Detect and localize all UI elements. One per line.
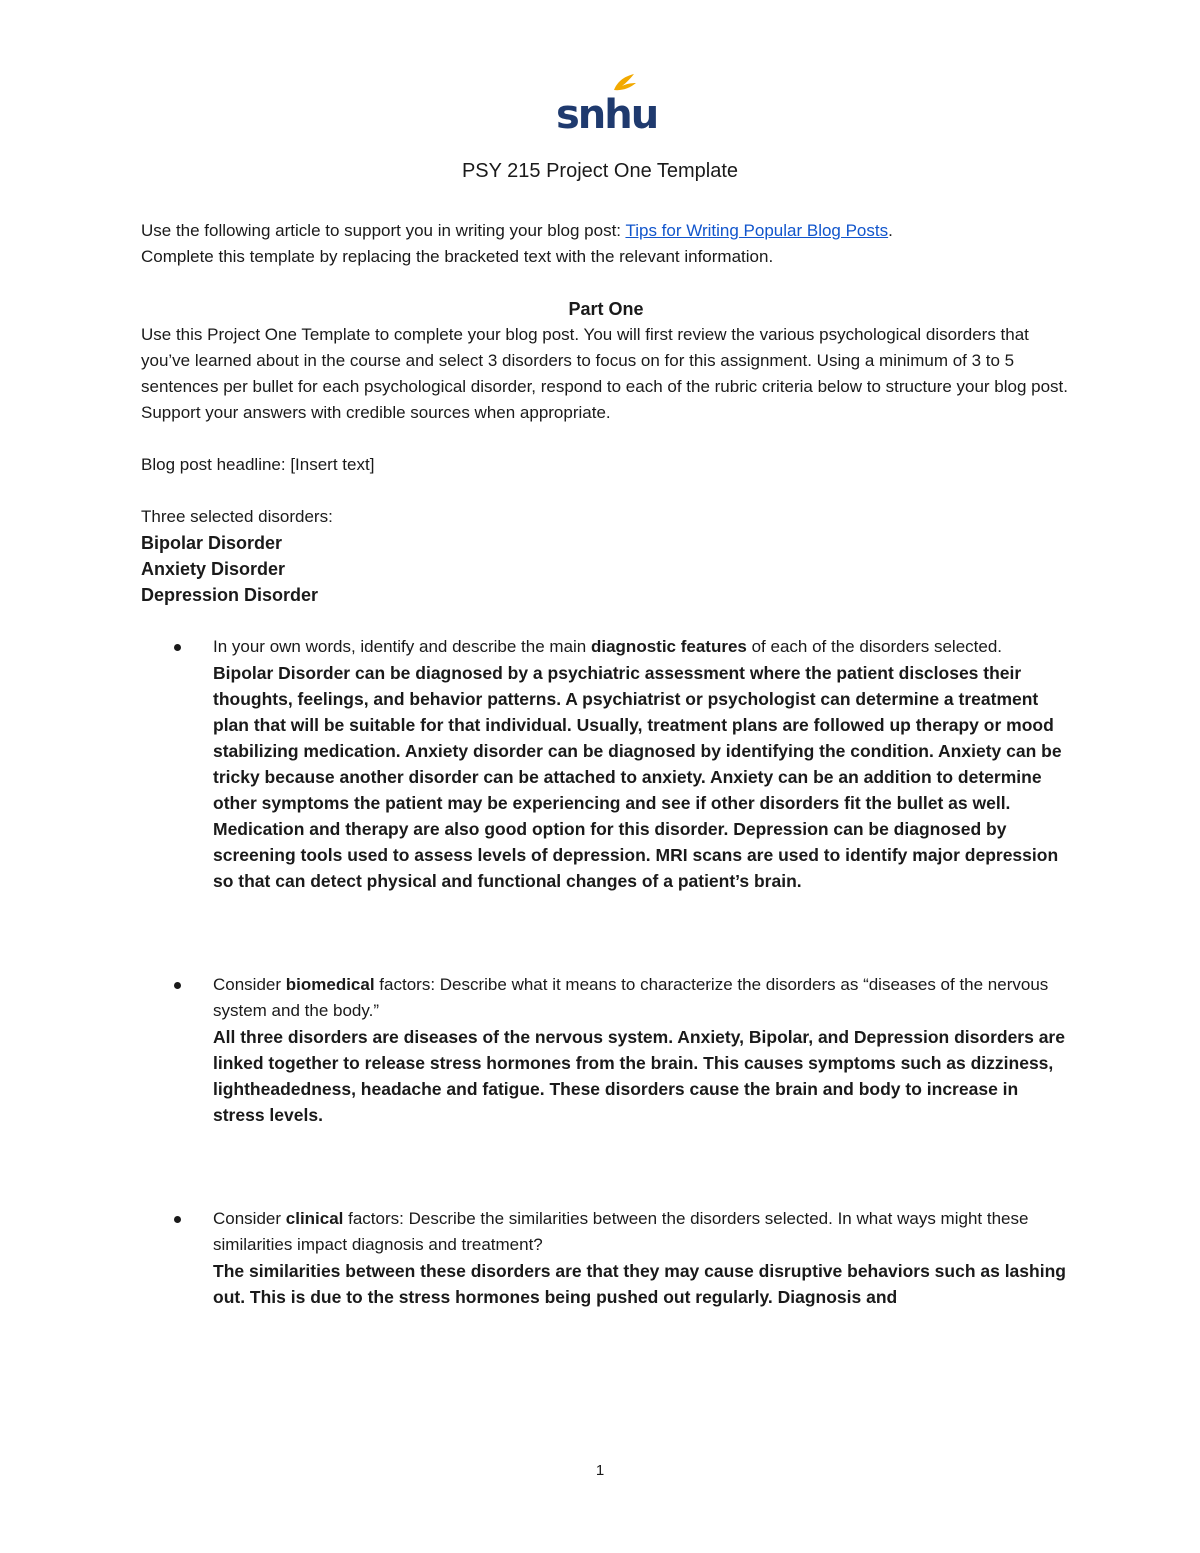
intro-text: Use the following article to support you in writing your blog post:: [141, 221, 626, 240]
prompt-text: In your own words, identify and describe the main: [213, 637, 591, 656]
prompt-text: factors: Describe the similarities between the disorders selected. In what ways might these similarities impact diagnosis and treatment?: [213, 1209, 1029, 1254]
rubric-item-clinical: [141, 1206, 1071, 1310]
disorder-item: Bipolar Disorder: [141, 533, 283, 553]
snhu-logo-graphic: [552, 70, 658, 138]
rubric-prompt: [213, 634, 1071, 660]
logo-wordmark: snhu: [556, 92, 658, 138]
flame-mark: [614, 74, 636, 90]
rubric-item-diagnostic: [141, 634, 1071, 894]
rubric-item-biomedical: [141, 972, 1071, 1128]
rubric-prompt: [213, 1206, 1071, 1258]
document-body: [141, 218, 1071, 1310]
prompt-keyword: clinical: [285, 1209, 344, 1228]
rubric-answer: The similarities between these disorders are that they may cause disruptive behaviors such as lashing out. This is due to the stress hormones being pushed out regularly. Diagnosis and: [213, 1261, 1066, 1307]
rubric-prompt: [213, 972, 1071, 1024]
disorders-label: Three selected disorders:: [141, 507, 333, 526]
intro-period: .: [888, 221, 893, 240]
part-one-instructions: Use this Project One Template to complete your blog post. You will first review the various psychological disorders that you’ve learned about in the course and select 3 disorders to focus on for this assignment. Using a minimum of 3 to 5 sentences per bullet for each psychological disorder, respond to each of the rubric criteria below to structure your blog post. Support your answers with credible sources when appropriate.: [141, 325, 1069, 422]
rubric-bullets: [141, 634, 1071, 1310]
bullet-icon: [174, 1216, 181, 1223]
prompt-text: factors: Describe what it means to characterize the disorders as “diseases of the nervous system and the body.”: [213, 975, 1049, 1020]
rubric-answer: Bipolar Disorder can be diagnosed by a psychiatric assessment where the patient discloses their thoughts, feelings, and behavior patterns. A psychiatrist or psychologist can determine a treatment plan that will be suitable for that individual. Usually, treatment plans are followed up therapy or mood stabilizing medication. Anxiety disorder can be diagnosed by identifying the condition. Anxiety can be tricky because another disorder can be attached to anxiety. Anxiety can be an addition to determine other symptoms the patient may be experiencing and see if other disorders fit the bullet as well. Medication and therapy are also good option for this disorder. Depression can be diagnosed by screening tools used to assess levels of depression. MRI scans are used to identify major depression so that can detect physical and functional changes of a patient’s brain.: [213, 663, 1062, 891]
disorder-item: Anxiety Disorder: [141, 559, 286, 579]
prompt-text: of each of the disorders selected.: [746, 637, 1003, 656]
document-title: PSY 215 Project One Template: [461, 160, 739, 182]
blog-headline-line: Blog post headline: [Insert text]: [141, 455, 375, 474]
prompt-text: Consider: [213, 975, 286, 994]
bullet-icon: [174, 644, 181, 651]
snhu-logo: [552, 70, 658, 138]
prompt-keyword: biomedical: [285, 975, 375, 994]
rubric-answer: All three disorders are diseases of the nervous system. Anxiety, Bipolar, and Depression disorders are linked together to release stress hormones from the brain. This causes symptoms such as dizziness, lightheadedness, headache and fatigue. These disorders cause the brain and body to increase in stress levels.: [213, 1027, 1065, 1125]
section-heading-part-one: Part One: [568, 299, 644, 319]
intro-line-1: [141, 218, 1071, 244]
intro-line-2: Complete this template by replacing the bracketed text with the relevant information.: [141, 247, 774, 266]
bullet-icon: [174, 982, 181, 989]
prompt-keyword: diagnostic features: [590, 637, 747, 656]
disorders-list: [141, 530, 1071, 608]
prompt-text: Consider: [213, 1209, 286, 1228]
page-number: 1: [595, 1462, 605, 1479]
disorder-item: Depression Disorder: [141, 585, 319, 605]
article-link[interactable]: Tips for Writing Popular Blog Posts: [625, 221, 889, 240]
